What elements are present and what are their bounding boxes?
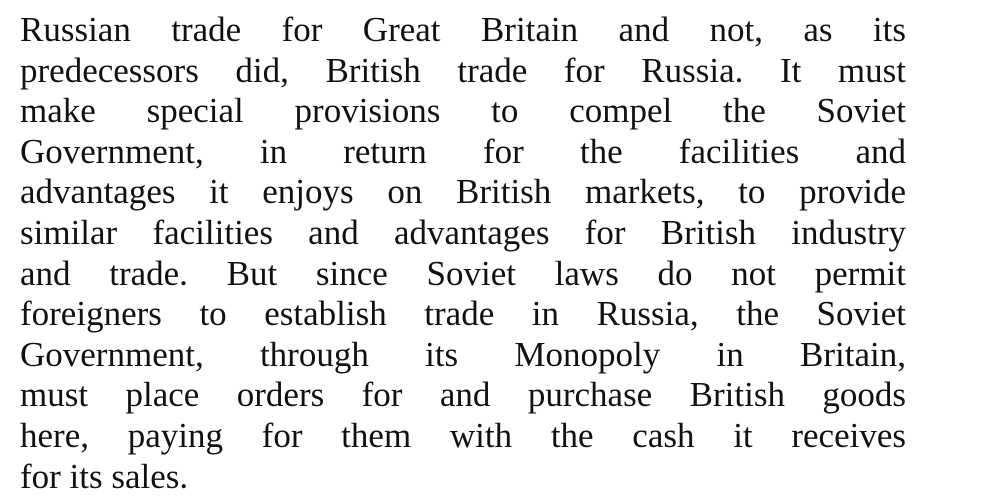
paragraph-line: Government, through its Monopoly in Britain,	[20, 334, 906, 374]
paragraph-line: here, paying for them with the cash it receives	[20, 415, 906, 455]
paragraph-line: similar facilities and advantages for British industry	[20, 212, 906, 252]
paragraph-line: make special provisions to compel the Soviet	[20, 91, 906, 131]
paragraph-line: advantages it enjoys on British markets, to provide	[20, 172, 906, 212]
paragraph-line: must place orders for and purchase British goods	[20, 375, 906, 415]
paragraph-line: and trade. But since Soviet laws do not permit	[20, 253, 906, 293]
paragraph-line: predecessors did, British trade for Russia. It must	[20, 50, 906, 90]
paragraph-line: Russian trade for Great Britain and not, as its	[20, 10, 906, 49]
body-paragraph	[20, 10, 906, 497]
paragraph-line: for its sales.	[20, 456, 189, 496]
paragraph-line: foreigners to establish trade in Russia, the Soviet	[20, 294, 906, 334]
paragraph-line: Government, in return for the facilities and	[20, 131, 906, 171]
